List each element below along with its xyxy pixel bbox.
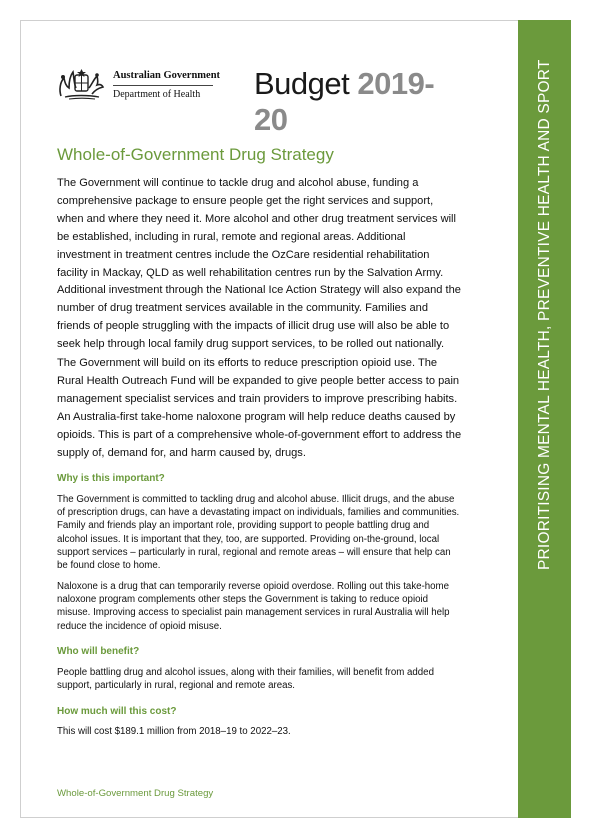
who-section bbox=[57, 646, 462, 657]
page-header bbox=[57, 64, 467, 137]
intro-paragraph-2: The Government will build on its efforts to reduce prescription opioid use. The Rural Health Outreach Fund will be expanded to give people better access to pain management specialist services and train providers to improve prescribing habits. An Australia-first take-home naloxone program will help reduce deaths caused by opioids. This is part of a comprehensive whole-of-government effort to address the supply of, demand for, and harm caused by, drugs. bbox=[57, 357, 462, 459]
cost-paragraph: This will cost $189.1 million from 2018–19 to 2022–23. bbox=[57, 726, 291, 737]
why-body-2 bbox=[57, 580, 462, 633]
intro-paragraph-1: The Government will continue to tackle drug and alcohol abuse, funding a comprehensive package to ensure people get the right services and support, when and where they need it. More alcohol and other drug treatment services will be established, including in rural, remote and regional areas. Additional investment in treatment centres include the OzCare residential rehabilitation facility in Mackay, QLD as well rehabilitation centres run by the Salvation Army. Additional investment through the National Ice Action Strategy will also expand the number of drug treatment services available in the community. Families and friends of people struggling with the impacts of illicit drug use will also be able to seek help through local family drug support services, to be rolled out nationally. bbox=[57, 177, 461, 351]
sidebar-theme-label: PRIORITISING MENTAL HEALTH, PREVENTIVE HEALTH AND SPORT bbox=[535, 59, 553, 570]
why-heading: Why is this important? bbox=[57, 473, 165, 484]
cost-body bbox=[57, 725, 462, 738]
who-heading: Who will benefit? bbox=[57, 646, 140, 657]
department-name: Department of Health bbox=[113, 89, 201, 100]
why-paragraph-1: The Government is committed to tackling drug and alcohol abuse. Illicit drugs, and the abuse of prescription drugs, can have a devastating impact on individuals, families and communities. Family and friends play an important role, providing support to people battling drug and alcohol issues. It is important that they, too, are supported. Providing on-the-ground, local support services – particularly in rural, regional and remote areas – will ensure that help can be found close to home. bbox=[57, 494, 460, 572]
budget-year: 2019-20 bbox=[254, 66, 435, 137]
why-body-1 bbox=[57, 493, 462, 572]
cost-section bbox=[57, 706, 462, 717]
budget-title bbox=[254, 66, 467, 138]
why-section bbox=[57, 473, 462, 484]
coat-of-arms-icon bbox=[57, 66, 105, 102]
intro-section bbox=[57, 175, 462, 354]
header-divider bbox=[113, 85, 213, 86]
who-paragraph: People battling drug and alcohol issues, along with their families, will benefit from added support, particularly in rural, regional and remote areas. bbox=[57, 667, 434, 692]
page-footer: Whole-of-Government Drug Strategy bbox=[57, 788, 214, 799]
intro-section-2 bbox=[57, 355, 462, 462]
who-body bbox=[57, 666, 462, 692]
section-sidebar bbox=[518, 20, 571, 818]
why-paragraph-2: Naloxone is a drug that can temporarily reverse opioid overdose. Rolling out this take-home naloxone program complements other steps the Government is taking to reduce opioid misuse. Improving access to specialist pain management services in rural Australia will help reduce the incidence of opioid misuse. bbox=[57, 581, 450, 632]
cost-heading: How much will this cost? bbox=[57, 706, 177, 717]
government-name: Australian Government bbox=[113, 70, 221, 81]
budget-word: Budget bbox=[254, 66, 350, 101]
page-title: Whole-of-Government Drug Strategy bbox=[57, 145, 334, 164]
